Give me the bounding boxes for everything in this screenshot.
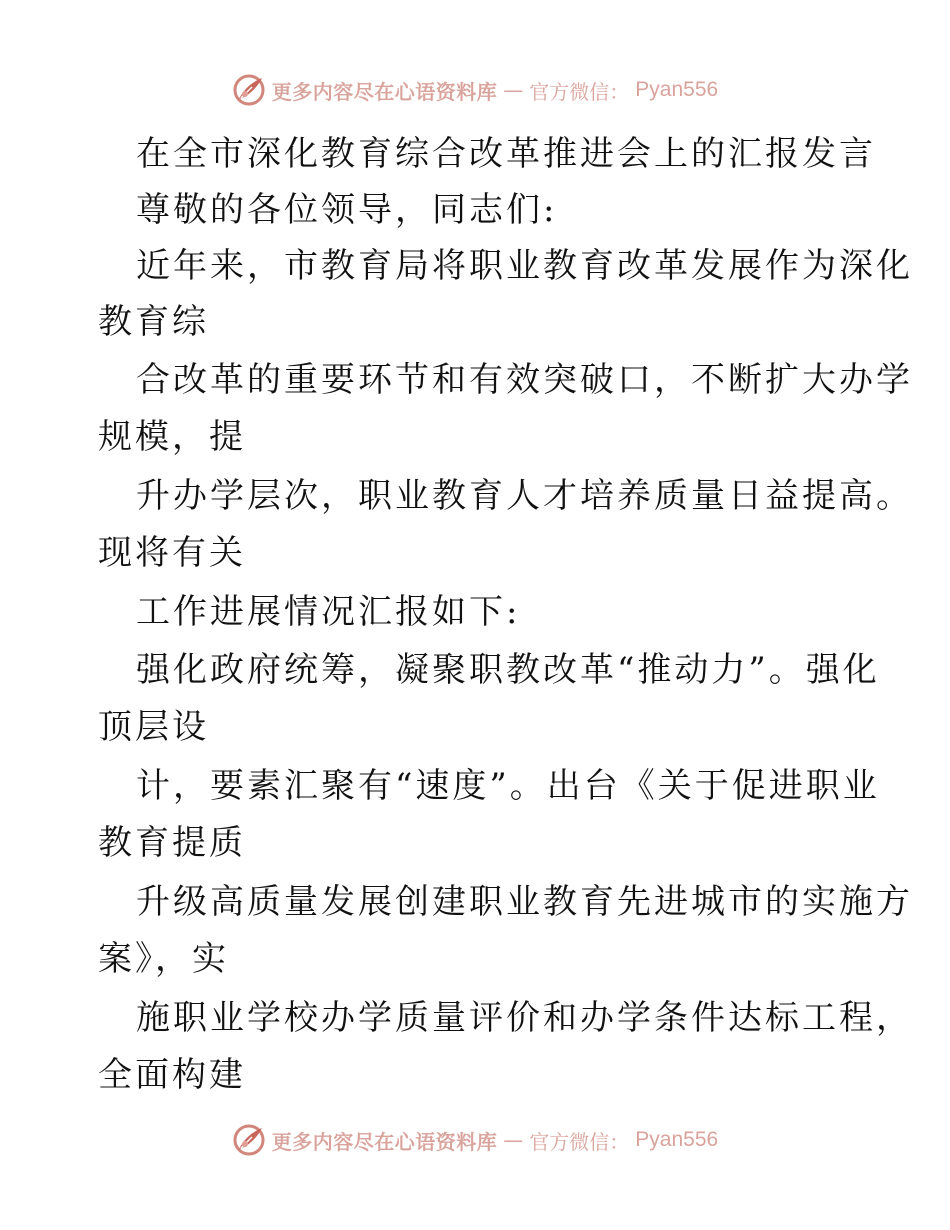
- watermark-text: 更多内容尽在心语资料库: [271, 1129, 498, 1154]
- footer-watermark: [0, 1120, 950, 1160]
- watermark-text: 更多内容尽在心语资料库: [271, 79, 498, 104]
- watermark-separator: —: [503, 78, 524, 102]
- quill-logo-icon: [232, 1123, 266, 1157]
- document-title: 在全市深化教育综合改革推进会上的汇报发言: [136, 134, 876, 174]
- body-line: 升级高质量发展创建职业教育先进城市的实施方: [136, 882, 913, 922]
- header-watermark: [0, 70, 950, 110]
- watermark-wechat-id: Pyan556: [635, 1128, 719, 1151]
- body-line: 顶层设: [98, 707, 209, 747]
- body-line: 强化政府统筹，凝聚职教改革“推动力”。强化: [136, 650, 880, 690]
- body-line: 教育综: [98, 302, 209, 342]
- body-line: 工作进展情况汇报如下:: [136, 592, 521, 632]
- body-line: 全面构建: [98, 1055, 246, 1095]
- body-line: 升办学层次，职业教育人才培养质量日益提高。: [136, 476, 913, 516]
- watermark-wechat-id: Pyan556: [635, 78, 719, 101]
- body-line: 施职业学校办学质量评价和办学条件达标工程，: [136, 998, 913, 1038]
- body-line: 计，要素汇聚有“速度”。出台《关于促进职业: [136, 766, 880, 806]
- body-line: 案》，实: [98, 939, 229, 979]
- watermark-wechat-label: 官方微信：: [529, 79, 630, 104]
- watermark-separator: —: [503, 1128, 524, 1152]
- body-line: 现将有关: [98, 533, 246, 573]
- watermark-wechat-label: 官方微信：: [529, 1129, 630, 1154]
- quill-logo-icon: [232, 73, 266, 107]
- body-line: 教育提质: [98, 823, 246, 863]
- document-salutation: 尊敬的各位领导，同志们:: [136, 190, 558, 230]
- body-line: 近年来，市教育局将职业教育改革发展作为深化: [136, 246, 913, 286]
- body-line: 合改革的重要环节和有效突破口，不断扩大办学: [136, 360, 913, 400]
- body-line: 规模，提: [98, 417, 246, 457]
